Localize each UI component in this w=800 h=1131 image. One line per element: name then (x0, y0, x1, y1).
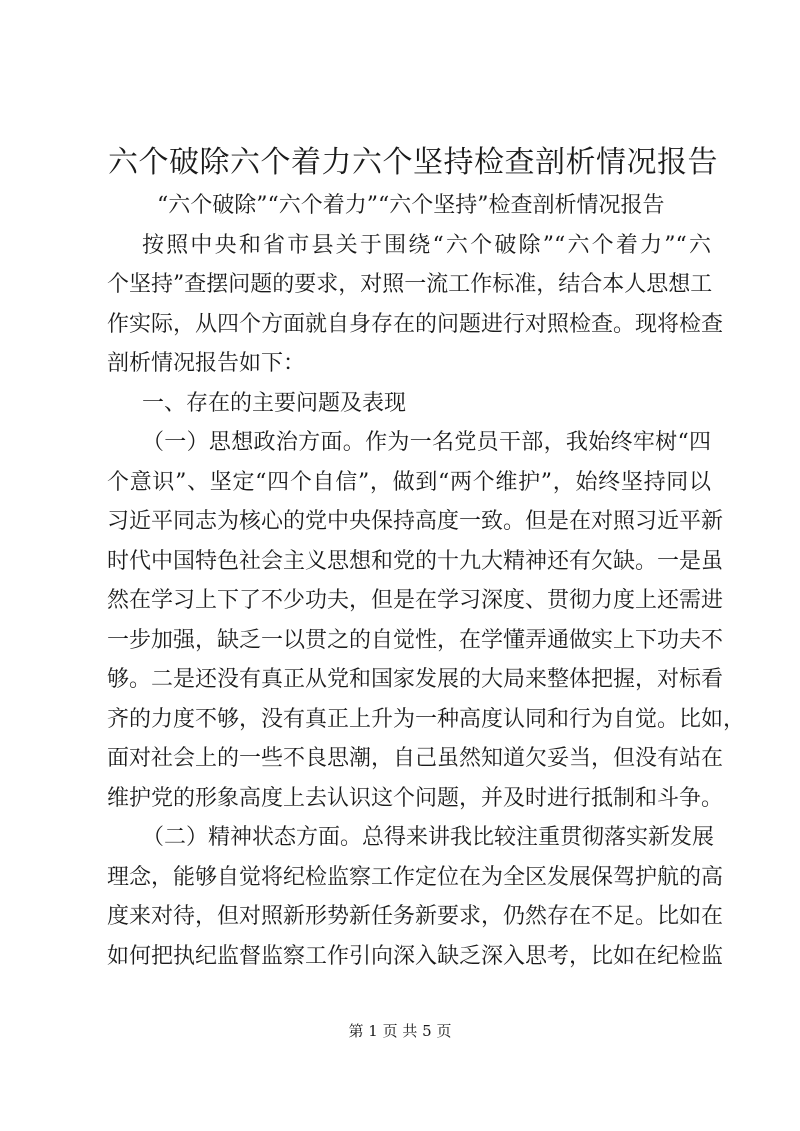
paragraph-line: （二）精神状态方面。总得来讲我比较注重贯彻落实新发展 (142, 825, 715, 850)
paragraph-line: 个坚持”查摆问题的要求，对照一流工作标准，结合本人思想工 (107, 272, 713, 297)
section-heading: 一、存在的主要问题及表现 (142, 390, 407, 416)
paragraph-line: 理念，能够自觉将纪检监察工作定位在为全区发展保驾护航的高 (107, 864, 724, 890)
paragraph-line: 作实际，从四个方面就自身存在的问题进行对照检查。现将检查 (107, 311, 724, 337)
paragraph-line: （一）思想政治方面。作为一名党员干部，我始终牢树“四 (142, 430, 711, 455)
paragraph-line: 个意识”、坚定“四个自信”，做到“两个维护”，始终坚持同以 (107, 469, 711, 495)
paragraph-line: 时代中国特色社会主义思想和党的十九大精神还有欠缺。一是虽 (107, 548, 724, 574)
paragraph-line: 度来对待，但对照新形势新任务新要求，仍然存在不足。比如在 (107, 904, 724, 929)
paragraph-line: 齐的力度不够，没有真正上升为一种高度认同和行为自觉。比如， (107, 706, 746, 732)
page-number-footer: 第 1 页 共 5 页 (348, 1022, 452, 1040)
paragraph-line: 如何把执纪监督监察工作引向深入缺乏深入思考，比如在纪检监 (107, 943, 724, 969)
paragraph-line: 习近平同志为核心的党中央保持高度一致。但是在对照习近平新 (107, 509, 724, 534)
paragraph-line: 剖析情况报告如下： (107, 351, 306, 376)
paragraph-line: 按照中央和省市县关于围绕“六个破除”“六个着力”“六 (142, 232, 711, 258)
subtitle-line: “六个破除”“六个着力”“六个坚持”检查剖析情况报告 (157, 193, 665, 218)
document-body (107, 186, 746, 976)
paragraph-line: 够。二是还没有真正从党和国家发展的大局来整体把握，对标看 (107, 667, 724, 692)
document-title: 六个破除六个着力六个坚持检查剖析情况报告 (108, 145, 718, 180)
paragraph-line: 一步加强，缺乏一以贯之的自觉性，在学懂弄通做实上下功夫不 (107, 627, 724, 653)
paragraph-line: 然在学习上下了不少功夫，但是在学习深度、贯彻力度上还需进 (107, 588, 724, 613)
paragraph-line: 维护党的形象高度上去认识这个问题，并及时进行抵制和斗争。 (107, 785, 724, 811)
paragraph-line: 面对社会上的一些不良思潮，自己虽然知道欠妥当，但没有站在 (107, 746, 724, 771)
